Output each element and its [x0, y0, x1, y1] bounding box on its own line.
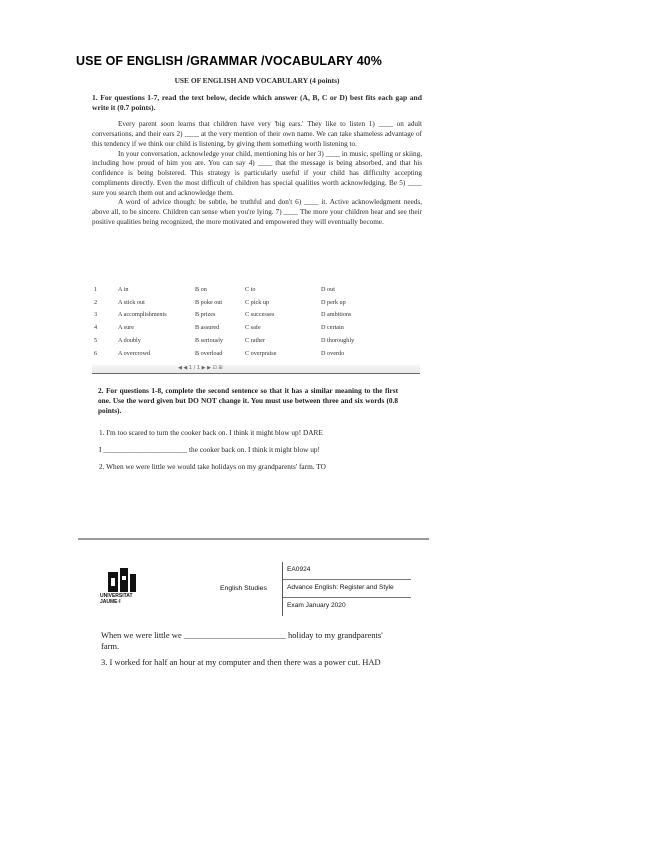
university-name	[100, 594, 133, 605]
q1-instruction: 1. For questions 1-7, read the text below, decide which answer (A, B, C or D) best fits each gap and write it (0.7 points).	[92, 92, 422, 113]
option-number: 3	[94, 311, 98, 319]
scanned-exam-part1	[92, 76, 422, 227]
options-row	[94, 296, 394, 309]
q2-instruction: 2. For questions 1-8, complete the second sentence so that it has a similar meaning to the first one. Use the word given but DO NOT change it. You must use between three and six words (0.8 points).	[98, 386, 398, 416]
answer-blank[interactable]: _______________________	[103, 445, 188, 454]
page-heading: USE OF ENGLISH /GRAMMAR /VOCABULARY 40%	[76, 54, 383, 68]
option-a: A overcrowd	[118, 349, 151, 357]
option-number: 2	[94, 298, 98, 306]
q2-item3: 3. I worked for half an hour at my computer and then there was a power cut. HAD	[101, 657, 381, 667]
section-title: USE OF ENGLISH AND VOCABULARY (4 points)	[174, 76, 340, 85]
options-row	[94, 309, 394, 322]
option-b: B assured	[195, 324, 220, 332]
options-row	[94, 321, 394, 334]
course-code: EA0924	[287, 566, 311, 573]
viewer-toolbar	[92, 365, 420, 374]
answer-end: holiday to my grandparents'	[287, 630, 383, 640]
option-c: C overpraise	[245, 349, 277, 357]
options-row	[94, 347, 394, 360]
exam-info-box	[282, 562, 411, 616]
option-number: 5	[94, 337, 98, 345]
option-c: C pick up	[245, 298, 270, 306]
answer-prefix: I	[99, 445, 102, 454]
option-a: A doubly	[118, 337, 141, 345]
answer-blank[interactable]: ________________________	[183, 630, 286, 640]
option-d: D perk up	[321, 298, 346, 306]
option-b: B on	[195, 285, 207, 293]
option-number: 1	[94, 285, 98, 293]
option-a: A sure	[118, 324, 134, 332]
q2-item2-answer-wrap: farm.	[101, 641, 120, 651]
option-a: A accomplishments	[118, 311, 167, 319]
divider	[283, 597, 411, 598]
exam-date: Exam January 2020	[287, 602, 346, 609]
answer-suffix: the cooker back on. I think it might blow up!	[189, 445, 320, 454]
option-d: D ambitions	[321, 311, 352, 319]
q2-item1-answer	[99, 445, 320, 454]
university-line2: JAUME·I	[100, 598, 121, 605]
q1-paragraph: In your conversation, acknowledge your child, mentioning his or her 3) ____ in music, spelling or skiing, including how proud of him you are. You can say 4) ____ that the message is being absorbed, and that his confidence is being bolstered. This strategy is particularly useful if your child has difficulty accepting compliments directly. Even the most difficult of children has special qualities worth acknowledging. Be 5) ____ sure you search them out and acknowledge them.	[92, 149, 422, 197]
option-b: B overload	[195, 349, 223, 357]
divider	[283, 579, 411, 580]
options-row	[94, 283, 394, 296]
option-a: A stick out	[118, 298, 145, 306]
page-divider	[78, 538, 429, 540]
option-c: C successes	[245, 311, 275, 319]
option-d: D out	[321, 285, 335, 293]
option-b: B seriously	[195, 337, 224, 345]
q2-item1: 1. I'm too scared to turn the cooker back on. I think it might blow up! DARE	[99, 428, 323, 437]
option-c: C safe	[245, 324, 261, 332]
university-line1: UNIVERSITAT	[100, 593, 133, 599]
option-d: D overdo	[321, 349, 345, 357]
answer-start: When we were little we	[101, 630, 182, 640]
option-number: 6	[94, 349, 98, 357]
options-row	[94, 334, 394, 347]
viewer-page-controls[interactable]: ◀ ◀ 1 / 1 ▶ ▶ ⊡ ⊞	[178, 364, 223, 371]
q1-paragraph: Every parent soon learns that children have very 'big ears.' They like to listen 1) ____ on adult conversations, and their ears 2) ____ at the very mention of their own name. We can take shameless advantage of this tendency if we think our child is listening, by giving them something worth listening to.	[92, 120, 422, 148]
q2-item2-answer	[101, 630, 383, 640]
option-d: D thoroughly	[321, 337, 355, 345]
option-number: 4	[94, 324, 98, 332]
studies-label: English Studies	[220, 585, 267, 592]
option-a: A in	[118, 285, 129, 293]
course-name: Advance English: Register and Style	[287, 584, 394, 591]
option-b: B prizes	[195, 311, 216, 319]
option-d: D certain	[321, 324, 344, 332]
q2-block	[98, 386, 398, 417]
option-b: B poke out	[195, 298, 223, 306]
q1-paragraph: A word of advice though: be subtle, be truthful and don't 6) ____ it. Active acknowledgment needs, above all, to be sincere. Children can sense when you're lying. 7) ____ The more your children hear and see their positive qualities being recognized, the more motivated and empowered they will eventually become.	[92, 198, 422, 226]
q1-options-table	[94, 283, 394, 360]
option-c: C to	[245, 285, 256, 293]
q2-item2: 2. When we were little we would take holidays on my grandparents' farm. TO	[99, 462, 326, 471]
option-c: C rather	[245, 337, 266, 345]
